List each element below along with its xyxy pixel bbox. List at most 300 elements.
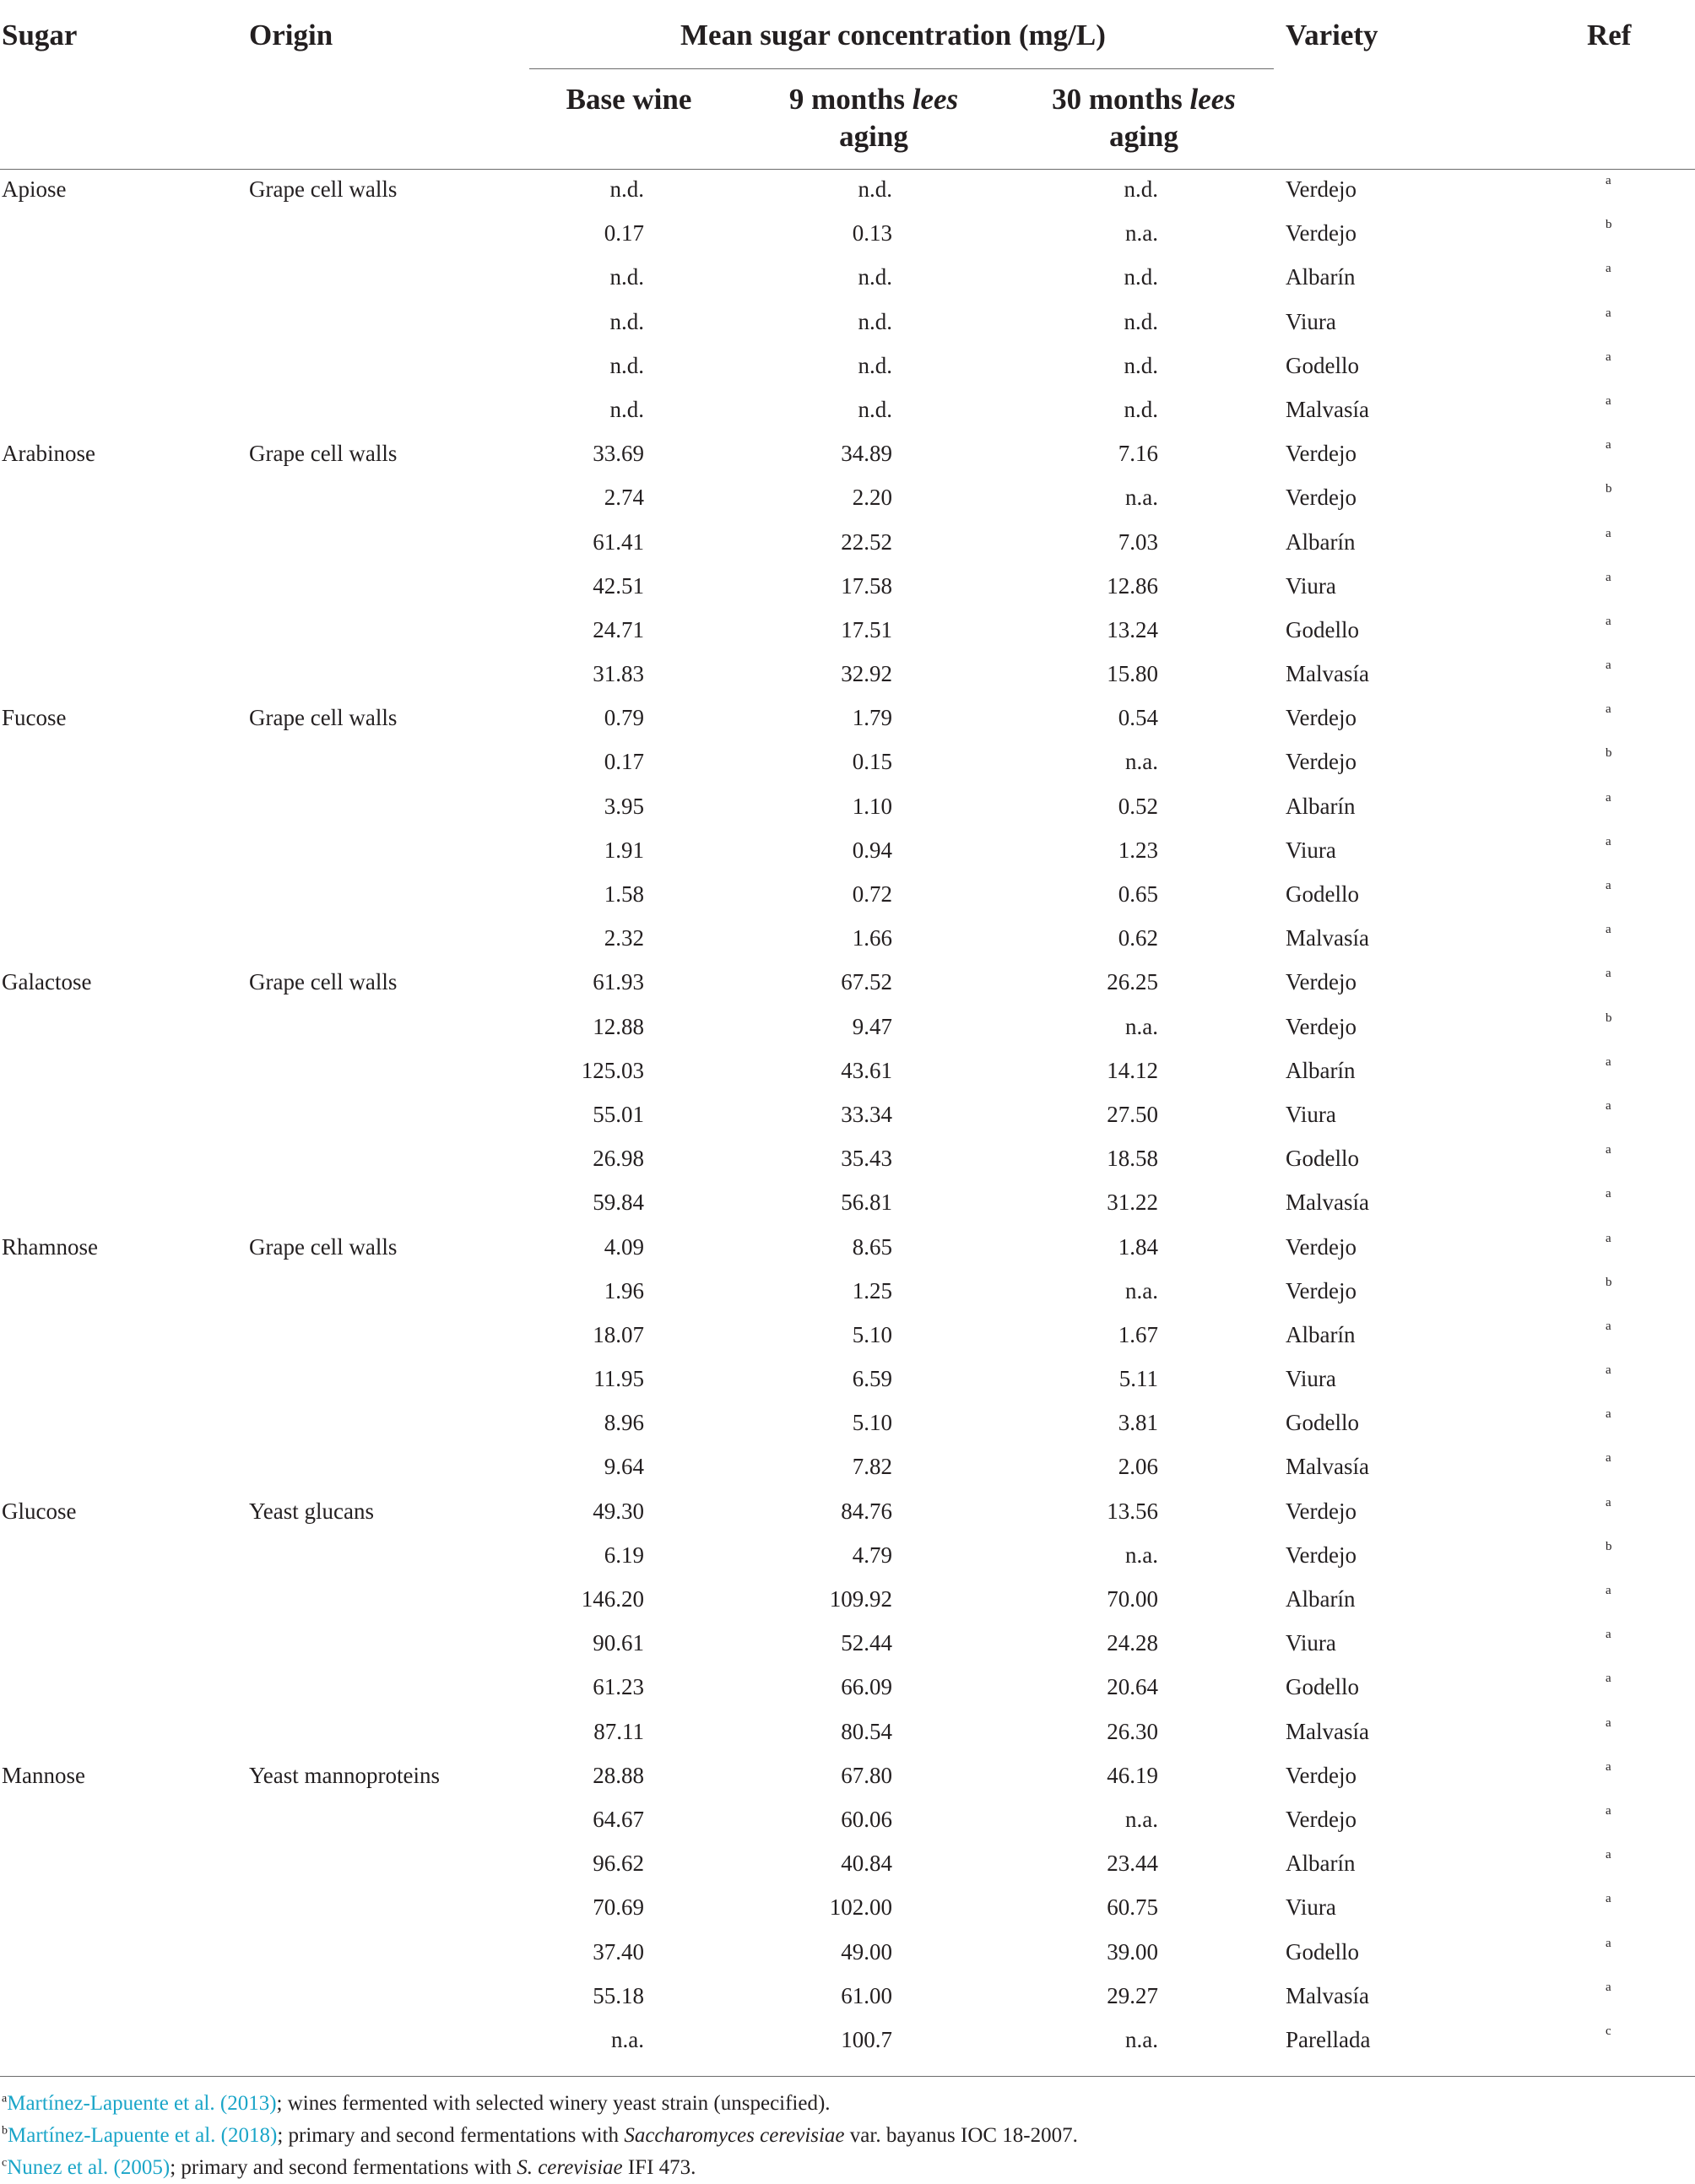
nine-months-value: 84.76 [841,1498,892,1524]
variety: Verdejo [1286,705,1357,731]
header-ref: Ref [1587,19,1632,51]
variety: Albarín [1286,793,1356,819]
nine-months-value: 60.06 [841,1806,892,1832]
thirty-months-value: 29.27 [1107,1982,1158,2008]
base-wine-value: 4.09 [604,1233,644,1260]
base-wine-value: 1.96 [604,1277,644,1303]
nine-months-value: 1.25 [852,1277,892,1303]
footnote-mark: c [2,2156,8,2170]
nine-months-value: 6.59 [852,1366,892,1392]
nine-months-value: n.d. [858,308,892,334]
table-row [0,1049,1695,1092]
table-row [0,916,1695,960]
base-wine-value: 11.95 [593,1366,644,1392]
table-row [0,1885,1695,1929]
origin: Yeast glucans [249,1498,374,1524]
variety: Viura [1286,308,1336,334]
table-row [0,1577,1695,1621]
ref-mark: a [1606,1803,1611,1818]
variety: Verdejo [1286,1806,1357,1832]
base-wine-value: n.d. [609,308,644,334]
thirty-months-value: 0.54 [1118,705,1158,731]
thirty-months-value: 7.16 [1118,441,1158,467]
base-wine-value: 146.20 [581,1586,644,1612]
variety: Verdejo [1286,220,1357,247]
ref-mark: a [1606,879,1611,892]
nine-months-value: 2.20 [852,485,892,511]
thirty-months-value: n.a. [1125,1013,1158,1039]
table-row [0,1930,1695,1974]
nine-months-value: 34.89 [841,441,892,467]
ref-mark: a [1606,393,1611,408]
thirty-months-value: 5.11 [1118,1366,1158,1392]
footnote-text: ; primary and second fermentations with [170,2156,517,2179]
thirty-months-value: n.a. [1125,485,1158,511]
thirty-months-value: 2.06 [1118,1454,1158,1480]
thirty-months-value: 31.22 [1107,1190,1158,1216]
ref-mark: a [1606,834,1611,848]
thirty-months-value: n.d. [1124,352,1158,378]
ref-mark: a [1606,790,1611,805]
variety: Verdejo [1286,1762,1357,1788]
nine-months-value: n.d. [858,396,892,422]
thirty-months-value: 14.12 [1107,1057,1158,1083]
nine-months-value: 40.84 [841,1851,892,1877]
variety: Godello [1286,352,1359,378]
ref-mark: a [1606,1319,1611,1333]
ref-mark: a [1606,658,1611,673]
ref-mark: a [1606,1495,1611,1509]
sugar-name: Fucose [2,705,67,731]
base-wine-value: 64.67 [593,1806,644,1832]
variety: Verdejo [1286,749,1357,775]
table-row [0,1313,1695,1357]
origin: Grape cell walls [249,705,398,731]
variety: Albarín [1286,264,1356,290]
table-row [0,1180,1695,1224]
variety: Malvasía [1286,925,1369,951]
table-row [0,1005,1695,1049]
concentration-underline [529,68,1274,69]
thirty-months-value: 1.67 [1118,1321,1158,1347]
table-row [0,828,1695,872]
table-row [0,1974,1695,2018]
base-wine-value: n.a. [611,2026,644,2052]
base-wine-value: n.d. [609,352,644,378]
nine-months-value: 102.00 [829,1894,892,1921]
ref-mark: b [1606,1011,1612,1025]
ref-mark: a [1606,1098,1611,1113]
base-wine-value: 0.17 [604,749,644,775]
base-wine-value: 37.40 [593,1938,644,1965]
thirty-months-value: 39.00 [1107,1938,1158,1965]
nine-months-value: 4.79 [852,1542,892,1568]
footnote-italic: Saccharomyces cerevisiae [624,2124,845,2147]
variety: Verdejo [1286,1542,1357,1568]
base-wine-value: 8.96 [604,1410,644,1436]
table-row [0,1092,1695,1136]
header-30-months-prefix: 30 months [1052,83,1190,116]
sugar-name: Apiose [2,176,67,202]
nine-months-value: 0.94 [852,837,892,863]
variety: Verdejo [1286,1498,1357,1524]
table-row [0,564,1695,608]
base-wine-value: 31.83 [593,661,644,687]
footnote-text-end: IFI 473. [622,2156,696,2179]
variety: Verdejo [1286,176,1357,202]
nine-months-value: 9.47 [852,1013,892,1039]
base-wine-value: 61.23 [593,1674,644,1700]
table-row [0,872,1695,916]
base-wine-value: 42.51 [593,572,644,599]
thirty-months-value: n.a. [1125,749,1158,775]
nine-months-value: 67.52 [841,969,892,995]
base-wine-value: 18.07 [593,1321,644,1347]
ref-mark: a [1606,1628,1611,1642]
thirty-months-value: 20.64 [1107,1674,1158,1700]
table-row [0,2018,1695,2062]
header-origin: Origin [249,19,333,51]
nine-months-value: 8.65 [852,1233,892,1260]
origin: Yeast mannoproteins [249,1762,440,1788]
ref-mark: b [1606,1275,1612,1289]
table-row [0,1710,1695,1753]
variety: Godello [1286,1674,1359,1700]
thirty-months-value: n.d. [1124,264,1158,290]
footnote-text-end: var. bayanus IOC 18-2007. [844,2124,1078,2147]
base-wine-value: 90.61 [593,1630,644,1656]
variety: Malvasía [1286,1718,1369,1744]
table-row [0,1753,1695,1797]
thirty-months-value: 0.52 [1118,793,1158,819]
footnote-text: ; wines fermented with selected winery yeast strain (unspecified). [276,2092,831,2115]
footnote-link[interactable]: Martínez-Lapuente et al. (2018) [8,2124,278,2147]
base-wine-value: 0.79 [604,705,644,731]
nine-months-value: 0.72 [852,881,892,907]
base-wine-value: 2.32 [604,925,644,951]
thirty-months-value: 26.30 [1107,1718,1158,1744]
header-sugar: Sugar [2,19,78,51]
variety: Godello [1286,881,1359,907]
base-wine-value: 59.84 [593,1190,644,1216]
thirty-months-value: n.a. [1125,1277,1158,1303]
base-wine-value: 24.71 [593,616,644,642]
ref-mark: a [1606,1936,1611,1950]
base-wine-value: 33.69 [593,441,644,467]
variety: Malvasía [1286,661,1369,687]
ref-mark: a [1606,1759,1611,1774]
base-wine-value: 55.01 [593,1101,644,1127]
ref-mark: a [1606,967,1611,981]
table-body [0,167,1695,2062]
base-wine-value: 61.93 [593,969,644,995]
variety: Viura [1286,1894,1336,1921]
nine-months-value: 1.79 [852,705,892,731]
footnote-b [2,2122,1078,2149]
base-wine-value: 125.03 [581,1057,644,1083]
base-wine-value: 12.88 [593,1013,644,1039]
base-wine-value: 6.19 [604,1542,644,1568]
nine-months-value: n.d. [858,264,892,290]
ref-mark: a [1606,1584,1611,1597]
header-base-wine: Base wine [566,83,692,116]
nine-months-value: 5.10 [852,1321,892,1347]
footnote-text: ; primary and second fermentations with [277,2124,625,2147]
table-row [0,960,1695,1004]
ref-mark: a [1606,438,1611,453]
thirty-months-value: 23.44 [1107,1851,1158,1877]
nine-months-value: n.d. [858,176,892,202]
variety: Verdejo [1286,1013,1357,1039]
ref-mark: a [1606,570,1611,584]
thirty-months-value: 1.23 [1118,837,1158,863]
footnote-link[interactable]: Nunez et al. (2005) [7,2156,171,2179]
thirty-months-value: 18.58 [1107,1146,1158,1172]
header-30-months-lees: lees [1189,83,1236,116]
base-wine-value: 70.69 [593,1894,644,1921]
footnote-mark: a [2,2092,8,2105]
ref-mark: a [1606,1672,1611,1686]
table-row [0,1444,1695,1488]
table-row [0,696,1695,740]
thirty-months-value: 24.28 [1107,1630,1158,1656]
thirty-months-value: 0.65 [1118,881,1158,907]
header-9-months [743,81,1005,155]
variety: Viura [1286,1366,1336,1392]
nine-months-value: 5.10 [852,1410,892,1436]
table-row [0,1401,1695,1444]
nine-months-value: 33.34 [841,1101,892,1127]
nine-months-value: n.d. [858,352,892,378]
nine-months-value: 49.00 [841,1938,892,1965]
header-concentration: Mean sugar concentration (mg/L) [680,19,1106,51]
ref-mark: a [1606,1054,1611,1069]
sugar-name: Galactose [2,969,92,995]
table-row [0,520,1695,564]
table-row [0,1136,1695,1180]
base-wine-value: 1.58 [604,881,644,907]
base-wine-value: 0.17 [604,220,644,247]
thirty-months-value: 26.25 [1107,969,1158,995]
variety: Malvasía [1286,396,1369,422]
thirty-months-value: n.a. [1125,1542,1158,1568]
base-wine-value: n.d. [609,396,644,422]
nine-months-value: 17.51 [841,616,892,642]
variety: Verdejo [1286,485,1357,511]
base-wine-value: 2.74 [604,485,644,511]
nine-months-value: 43.61 [841,1057,892,1083]
variety: Verdejo [1286,1233,1357,1260]
footnote-link[interactable]: Martínez-Lapuente et al. (2013) [7,2092,277,2115]
origin: Grape cell walls [249,969,398,995]
table-bottom-rule [0,2076,1695,2077]
nine-months-value: 80.54 [841,1718,892,1744]
base-wine-value: n.d. [609,264,644,290]
variety: Verdejo [1286,1277,1357,1303]
footnote-a [2,2090,831,2117]
table-row [0,1269,1695,1313]
base-wine-value: 1.91 [604,837,644,863]
base-wine-value: 55.18 [593,1982,644,2008]
base-wine-value: 9.64 [604,1454,644,1480]
base-wine-value: 87.11 [593,1718,644,1744]
thirty-months-value: n.a. [1125,1806,1158,1832]
nine-months-value: 17.58 [841,572,892,599]
base-wine-value: 49.30 [593,1498,644,1524]
header-9-months-lees: lees [912,83,959,116]
variety: Viura [1286,1101,1336,1127]
table-row [0,431,1695,475]
ref-mark: a [1606,262,1611,276]
variety: Malvasía [1286,1982,1369,2008]
nine-months-value: 32.92 [841,661,892,687]
ref-mark: a [1606,923,1611,937]
base-wine-value: 61.41 [593,528,644,555]
thirty-months-value: n.d. [1124,176,1158,202]
ref-mark: a [1606,1715,1611,1730]
header-30-months [1013,81,1275,155]
nine-months-value: 67.80 [841,1762,892,1788]
table-row [0,1621,1695,1665]
thirty-months-value: n.a. [1125,2026,1158,2052]
header-variety: Variety [1286,19,1378,51]
table-row [0,1797,1695,1841]
ref-mark: a [1606,1848,1611,1862]
thirty-months-value: 1.84 [1118,1233,1158,1260]
variety: Albarín [1286,1586,1356,1612]
ref-mark: a [1606,1187,1611,1201]
ref-mark: a [1606,1980,1611,1994]
thirty-months-value: 15.80 [1107,661,1158,687]
base-wine-value: 3.95 [604,793,644,819]
ref-mark: a [1606,1143,1611,1157]
ref-mark: a [1606,614,1611,628]
table-row [0,1357,1695,1401]
thirty-months-value: 13.56 [1107,1498,1158,1524]
nine-months-value: 100.7 [841,2026,892,2052]
table-row [0,1489,1695,1533]
origin: Grape cell walls [249,1233,398,1260]
sugar-name: Glucose [2,1498,77,1524]
nine-months-value: 61.00 [841,1982,892,2008]
variety: Viura [1286,837,1336,863]
table-row [0,475,1695,519]
sugar-name: Arabinose [2,441,95,467]
thirty-months-value: 60.75 [1107,1894,1158,1921]
nine-months-value: 0.13 [852,220,892,247]
variety: Albarín [1286,1321,1356,1347]
ref-mark: a [1606,174,1611,187]
thirty-months-value: n.d. [1124,396,1158,422]
ref-mark: b [1606,482,1612,496]
variety: Albarín [1286,528,1356,555]
sugar-name: Rhamnose [2,1233,98,1260]
thirty-months-value: 0.62 [1118,925,1158,951]
header-30-months-suffix: aging [1109,120,1178,153]
variety: Malvasía [1286,1190,1369,1216]
thirty-months-value: 3.81 [1118,1410,1158,1436]
nine-months-value: 35.43 [841,1146,892,1172]
ref-mark: a [1606,526,1611,540]
table-row [0,1533,1695,1577]
ref-mark: a [1606,1892,1611,1906]
variety: Verdejo [1286,441,1357,467]
thirty-months-value: n.d. [1124,308,1158,334]
variety: Godello [1286,616,1359,642]
ref-mark: b [1606,1539,1612,1553]
origin: Grape cell walls [249,176,398,202]
variety: Godello [1286,1938,1359,1965]
ref-mark: b [1606,218,1612,232]
base-wine-value: n.d. [609,176,644,202]
ref-mark: a [1606,1231,1611,1245]
table-row [0,1665,1695,1709]
footnote-italic: S. cerevisiae [517,2156,623,2179]
ref-mark: a [1606,306,1611,320]
nine-months-value: 1.10 [852,793,892,819]
variety: Malvasía [1286,1454,1369,1480]
thirty-months-value: 13.24 [1107,616,1158,642]
footnote-c [2,2154,696,2181]
table-row [0,344,1695,387]
thirty-months-value: 12.86 [1107,572,1158,599]
variety: Verdejo [1286,969,1357,995]
ref-mark: a [1606,1451,1611,1466]
footnote-mark: b [2,2124,8,2138]
origin: Grape cell walls [249,441,398,467]
header-9-months-prefix: 9 months [788,83,912,116]
table-row [0,300,1695,344]
header-9-months-suffix: aging [839,120,908,153]
ref-mark: a [1606,1363,1611,1378]
variety: Godello [1286,1146,1359,1172]
table-row [0,652,1695,696]
ref-mark: a [1606,1407,1611,1422]
nine-months-value: 56.81 [841,1190,892,1216]
nine-months-value: 1.66 [852,925,892,951]
table-row [0,167,1695,211]
ref-mark: b [1606,746,1612,761]
variety: Albarín [1286,1057,1356,1083]
variety: Viura [1286,572,1336,599]
variety: Albarín [1286,1851,1356,1877]
table-row [0,255,1695,299]
base-wine-value: 28.88 [593,1762,644,1788]
nine-months-value: 66.09 [841,1674,892,1700]
thirty-months-value: 27.50 [1107,1101,1158,1127]
nine-months-value: 109.92 [829,1586,892,1612]
table-row [0,608,1695,652]
variety: Parellada [1286,2026,1371,2052]
thirty-months-value: 70.00 [1107,1586,1158,1612]
nine-months-value: 0.15 [852,749,892,775]
thirty-months-value: 46.19 [1107,1762,1158,1788]
nine-months-value: 7.82 [852,1454,892,1480]
table-row [0,1841,1695,1885]
base-wine-value: 96.62 [593,1851,644,1877]
table-row [0,740,1695,783]
sugar-name: Mannose [2,1762,85,1788]
nine-months-value: 22.52 [841,528,892,555]
variety: Godello [1286,1410,1359,1436]
thirty-months-value: n.a. [1125,220,1158,247]
nine-months-value: 52.44 [841,1630,892,1656]
base-wine-value: 26.98 [593,1146,644,1172]
table-row [0,1225,1695,1269]
table-row [0,211,1695,255]
variety: Viura [1286,1630,1336,1656]
ref-mark: c [1606,2024,1611,2038]
